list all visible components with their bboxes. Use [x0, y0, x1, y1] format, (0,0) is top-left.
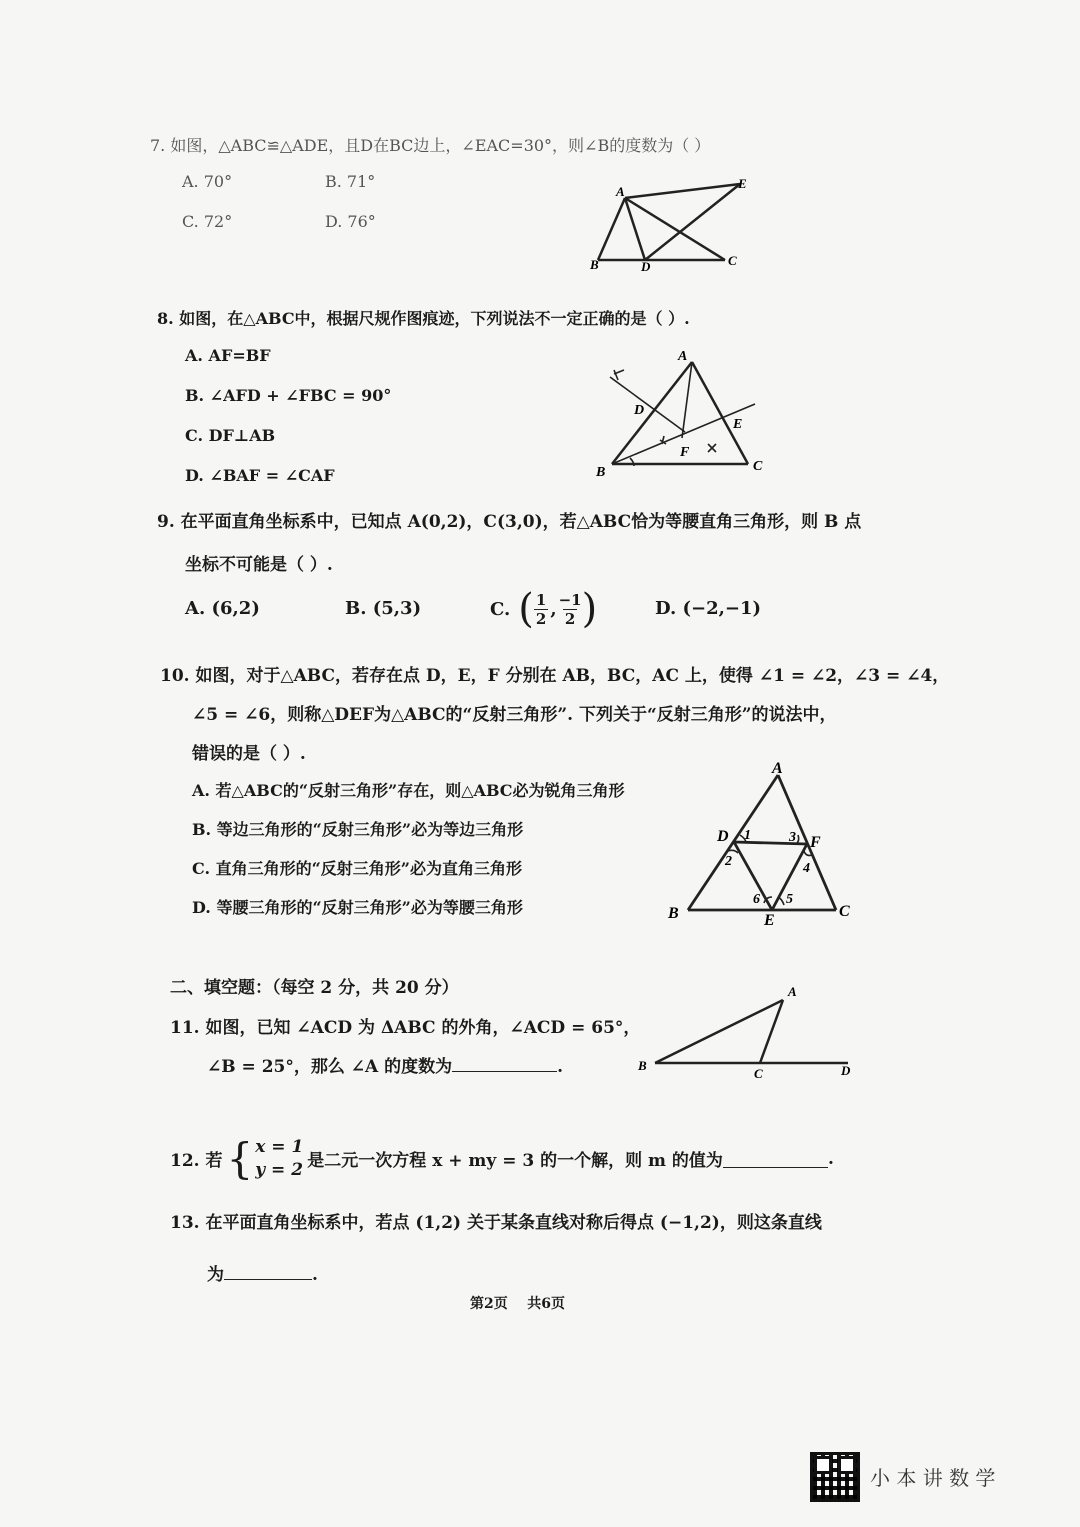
q12-suffix: .: [827, 1148, 834, 1169]
q10-label-2: 2: [725, 854, 732, 869]
q8-label-c: C: [753, 459, 763, 474]
q7-option-c: C. 72°: [182, 212, 233, 231]
q12-eq2: y = 2: [255, 1159, 304, 1180]
q9-option-c-den2: 2: [564, 609, 576, 628]
q7-figure: [580, 170, 760, 275]
q10-option-b: B. 等边三角形的“反射三角形”必为等边三角形: [192, 820, 524, 839]
q9-option-c: C. ( 1 2 , −1 2 ): [490, 586, 598, 632]
q10-label-6: 6: [753, 892, 760, 907]
q8-option-b: B. ∠AFD + ∠FBC = 90°: [185, 386, 392, 405]
q8-option-c: C. DF⊥AB: [185, 426, 276, 445]
q11-answer-blank[interactable]: [452, 1053, 557, 1072]
q11-line2: [207, 1052, 563, 1077]
q13-line1: 13. 在平面直角坐标系中，若点 (1,2) 关于某条直线对称后得点 (−1,2)，则这条直线: [170, 1213, 822, 1233]
q12-prefix: 12. 若: [170, 1151, 223, 1172]
q10-label-4: 4: [803, 861, 810, 876]
q11-line1: 11. 如图，已知 ∠ACD 为 ΔABC 的外角，∠ACD = 65°，: [170, 1018, 641, 1038]
q8-stem: 8. 如图，在△ABC中，根据尺规作图痕迹，下列说法不一定正确的是（ ）.: [157, 309, 690, 328]
q10-option-d: D. 等腰三角形的“反射三角形”必为等腰三角形: [192, 898, 523, 917]
q13-line2: [207, 1260, 318, 1285]
q10-figure: [660, 755, 860, 930]
q8-figure: [590, 342, 780, 482]
q11-label-d: D: [841, 1063, 851, 1078]
q13-line2-suffix: .: [312, 1265, 318, 1285]
qr-code-image: [810, 1452, 860, 1502]
q9-option-c-den1: 2: [535, 609, 547, 628]
q11-line2-suffix: .: [557, 1057, 564, 1077]
q7-label-d: D: [641, 259, 651, 274]
q10-line1: 10. 如图，对于△ABC，若存在点 D，E，F 分别在 AB，BC，AC 上，使得 ∠1 = ∠2，∠3 = ∠4，: [160, 666, 950, 686]
q9-option-d: D. (−2,−1): [655, 598, 762, 619]
q9-option-b: B. (5,3): [345, 598, 422, 619]
q13-line2-prefix: 为: [207, 1265, 224, 1285]
watermark-text: 小 本 讲 数 学: [870, 1466, 996, 1490]
q7-label-a: A: [616, 184, 625, 199]
q10-label-d: D: [717, 828, 729, 845]
q9-stem-line2: 坐标不可能是（ ）.: [185, 555, 333, 575]
q11-line2-prefix: ∠B = 25°，那么 ∠A 的度数为: [207, 1057, 453, 1077]
q7-stem: 7. 如图，△ABC≌△ADE，且D在BC边上，∠EAC=30°，则∠B的度数为（ ）: [150, 136, 711, 155]
q9-option-c-prefix: C.: [490, 598, 511, 620]
q9-option-c-num1: 1: [535, 590, 547, 609]
section2-heading: 二、填空题：（每空 2 分，共 20 分）: [170, 978, 459, 998]
q10-option-c: C. 直角三角形的“反射三角形”必为直角三角形: [192, 859, 523, 878]
q10-line3: 错误的是（ ）.: [192, 744, 306, 764]
q10-label-b: B: [668, 905, 679, 922]
q10-label-c: C: [839, 903, 850, 920]
q10-label-f: F: [810, 834, 821, 851]
q10-option-a: A. 若△ABC的“反射三角形”存在，则△ABC必为锐角三角形: [192, 781, 625, 800]
q9-option-c-num2: −1: [558, 590, 582, 609]
q7-option-a: A. 70°: [182, 172, 233, 191]
q8-option-d: D. ∠BAF = ∠CAF: [185, 466, 335, 485]
q12-line: 12. 若 { x = 1 y = 2 是二元一次方程 x + my = 3 的一个解，则 m 的值为 .: [170, 1133, 834, 1183]
q7-label-c: C: [728, 253, 737, 268]
q10-label-5: 5: [786, 892, 793, 907]
q10-label-3: 3: [789, 830, 796, 845]
q11-figure: [630, 980, 860, 1080]
q12-middle: 是二元一次方程 x + my = 3 的一个解，则 m 的值为: [307, 1151, 723, 1172]
q8-label-e: E: [733, 417, 743, 432]
q7-option-b: B. 71°: [325, 172, 376, 191]
q8-label-b: B: [596, 465, 606, 480]
q11-label-a: A: [788, 984, 797, 999]
q10-label-e: E: [764, 912, 775, 929]
q8-option-a: A. AF=BF: [185, 346, 271, 365]
page-footer: 第2页 共6页: [470, 1296, 565, 1312]
q7-label-e: E: [738, 176, 747, 191]
q10-label-1: 1: [744, 828, 751, 843]
q12-answer-blank[interactable]: [723, 1149, 828, 1168]
q9-stem-line1: 9. 在平面直角坐标系中，已知点 A(0,2)，C(3,0)，若△ABC恰为等腰直角三角形，则 B 点: [157, 512, 862, 532]
q10-line2: ∠5 = ∠6，则称△DEF为△ABC的“反射三角形”. 下列关于“反射三角形”的说法中，: [192, 705, 837, 725]
q11-label-c: C: [754, 1066, 763, 1080]
q10-label-a: A: [772, 760, 783, 777]
q13-answer-blank[interactable]: [224, 1261, 312, 1280]
q7-option-d: D. 76°: [325, 212, 376, 231]
q12-eq1: x = 1: [255, 1137, 304, 1157]
q9-option-a: A. (6,2): [185, 598, 260, 619]
q8-label-f: F: [680, 445, 690, 460]
q7-label-b: B: [590, 257, 599, 272]
q8-label-d: D: [634, 403, 645, 418]
q8-label-a: A: [678, 349, 688, 364]
q11-label-b: B: [638, 1058, 647, 1073]
